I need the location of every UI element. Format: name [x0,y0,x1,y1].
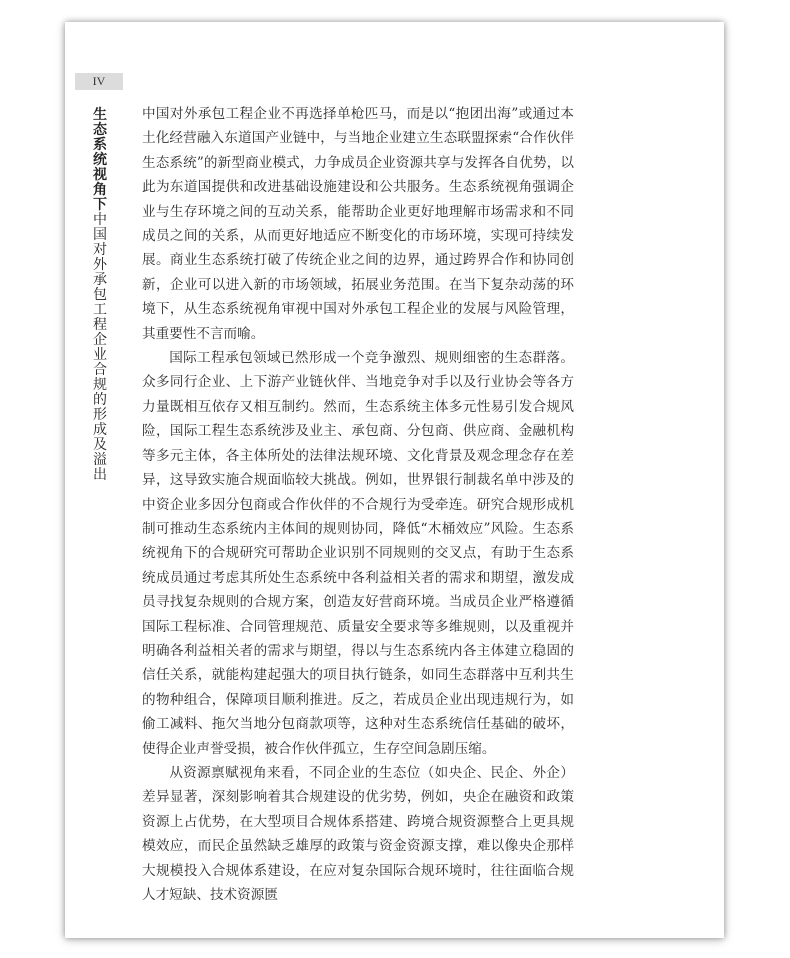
paragraph: 国际工程承包领域已然形成一个竞争激烈、规则细密的生态群落。众多同行企业、上下游产业链伙伴、当地竞争对手以及行业协会等各方力量既相互依存又相互制约。然而，生态系统主体多元性易引发合规风险，国际工程生态系统涉及业主、承包商、分包商、供应商、金融机构等多元主体，各主体所处的法律法规环境、文化背景及观念理念存在差异，这导致实施合规面临较大挑战。例如，世界银行制裁名单中涉及的中资企业多因分包商或合作伙伴的不合规行为受牵连。研究合规形成机制可推动生态系统内主体间的规则协同，降低“木桶效应”风险。生态系统视角下的合规研究可帮助企业识别不同规则的交叉点，有助于生态系统成员通过考虑其所处生态系统中各利益相关者的需求和期望，激发成员寻找复杂规则的合规方案，创造友好营商环境。当成员企业严格遵循国际工程标准、合同管理规范、质量安全要求等多维规则，以及重视并明确各利益相关者的需求与期望，得以与生态系统内各主体建立稳固的信任关系，就能构建起强大的项目执行链条，如同生态群落中互利共生的物种组合，保障项目顺利推进。反之，若成员企业出现违规行为，如偷工减料、拖欠当地分包商款项等，这种对生态系统信任基础的破坏，使得企业声誉受损，被合作伙伴孤立，生存空间急剧压缩。 [142,350,574,757]
running-title-main: 生态系统视角下 [93,107,107,213]
running-title [93,108,111,483]
paragraph: 从资源禀赋视角来看，不同企业的生态位（如央企、民企、外企）差异显著，深刻影响着其合规建设的优劣势，例如，央企在融资和政策资源上占优势，在大型项目合规体系搭建、跨境合规资源整合上更具规模效应，而民企虽然缺乏雄厚的政策与资金资源支撑，难以像央企那样大规模投入合规体系建设，在应对复杂国际合规环境时，往往面临合规人才短缺、技术资源匮 [142,764,574,903]
page-number: IV [75,73,123,90]
body-text [142,102,574,907]
running-title-sub: 中国对外承包工程企业合规的形成及溢出 [93,212,107,483]
book-page [65,22,724,938]
paragraph: 中国对外承包工程企业不再选择单枪匹马，而是以“抱团出海”或通过本土化经营融入东道国产业链中，与当地企业建立生态联盟探索“合作伙伴生态系统”的新型商业模式，力争成员企业资源共享与发挥各自优势，以此为东道国提供和改进基础设施建设和公共服务。生态系统视角强调企业与生存环境之间的互动关系，能帮助企业更好地理解市场需求和不同成员之间的关系，从而更好地适应不断变化的市场环境，实现可持续发展。商业生态系统打破了传统企业之间的边界，通过跨界合作和协同创新，企业可以进入新的市场领域，拓展业务范围。在当下复杂动荡的环境下，从生态系统视角审视中国对外承包工程企业的发展与风险管理，其重要性不言而喻。 [142,106,574,342]
